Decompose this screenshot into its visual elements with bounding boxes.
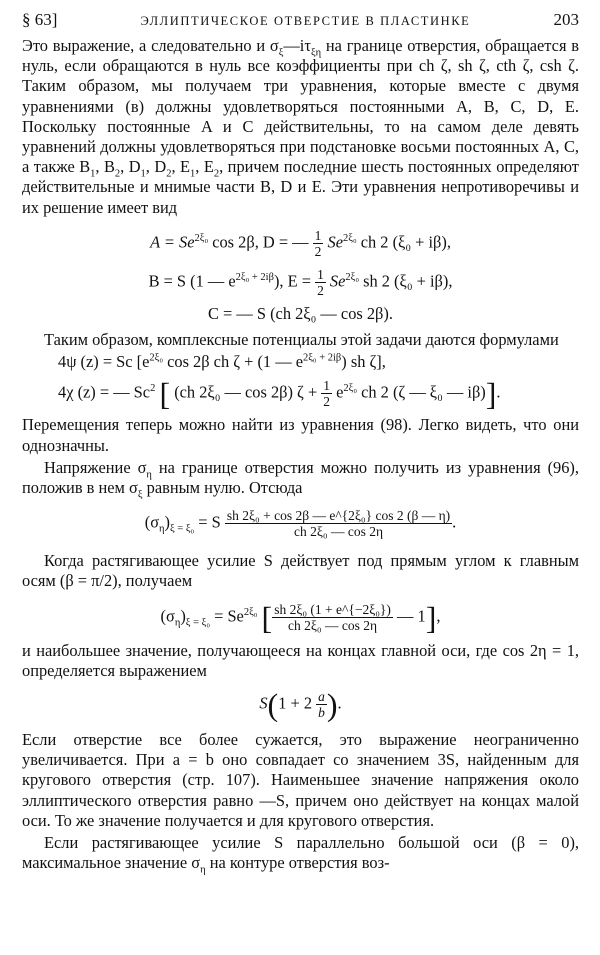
- equation-psi: 4ψ (z) = Sc [$e^{2\xi_0}$ cos 2β ch ζ + (1 — $e^{2\xi_0 + 2i\beta}$) sh ζ],: [58, 352, 386, 372]
- paragraph-6: и наибольшее значение, получающееся на концах главной оси, где cos 2η = 1, определяется выражением: [22, 640, 579, 680]
- page: [22, 10, 579, 876]
- section-number: § 63]: [22, 10, 58, 29]
- paragraph-2: Таким образом, комплексные потенциалы этой задачи даются формулами: [44, 330, 559, 350]
- page-header: [22, 10, 579, 36]
- fraction-half: $\frac{1}{2}$: [317, 266, 324, 298]
- paragraph-4: Напряжение $\sigma_\eta$ на границе отверстия можно получить из уравнения (96), положив в нем $\sigma_\xi$ равным нулю. Отсюда: [22, 457, 579, 501]
- equation-c: C = — S (ch 2ξ₀ — cos 2β).: [208, 303, 393, 323]
- equation-a-d: $A = Se^{2\xi_0}$ cos 2β, D = — $\frac{1}{2}$ $Se^{2\xi_0}$ ch 2 (ξ₀ + iβ),: [150, 227, 451, 259]
- fraction-half: $\frac{1}{2}$: [323, 378, 331, 410]
- page-number: 203: [553, 10, 579, 29]
- equation-chi: 4χ (z) = — Sc$^2$ [ (ch 2ξ₀ — cos 2β) ζ + $\frac{1}{2}$ $e^{2\xi_0}$ ch 2 (ζ — ξ₀ — iβ)].: [58, 375, 501, 412]
- paragraph-3: Перемещения теперь можно найти из уравнения (98). Легко видеть, что они однозначны.: [22, 415, 579, 455]
- fraction-stress: $\frac{\text{sh 2ξ₀ + cos 2β — e\textasciicircum{}\{2ξ₀\} cos 2 (β — η)}}{\text{ch 2ξ₀ — cos 2η}}$: [226, 508, 451, 540]
- paragraph-7: Если отверстие все более сужается, это выражение неограниченно увеличивается. При a = b оно совпадает со значением 3S, найденным для кругового отверстия (стр. 107). Наименьшее значение напряжения около эллиптического отверстия равно —S, причем оно действует на концах малой оси. То же значение получается и для кругового отверстия.: [22, 730, 579, 830]
- fraction-a-over-b: $\frac{a}{b}$: [318, 689, 325, 721]
- equation-sigma-eta: $(\sigma_\eta)_{\xi = \xi_0} = S$ $\frac{\text{sh 2ξ₀ + cos 2β — e\textasciicircum{}\{2ξ₀\} cos 2 (β — η)}}{\text{ch 2ξ₀ — cos 2η}}$ .: [144, 508, 457, 540]
- running-title: ЭЛЛИПТИЧЕСКОЕ ОТВЕРСТИЕ В ПЛАСТИНКЕ: [140, 14, 471, 28]
- equation-b-e: B = S (1 — $e^{2\xi_0 + 2i\beta}$), E = $\frac{1}{2}$ $Se^{2\xi_0}$ sh 2 (ξ₀ + iβ),: [148, 266, 453, 298]
- paragraph-5: Когда растягивающее усилие S действует под прямым углом к главным осям (β = π/2), получаем: [22, 551, 579, 591]
- paragraph-8: Если растягивающее усилие S параллельно большой оси (β = 0), максимальное значение $\sigma_\eta$ на контуре отверстия воз-: [22, 833, 579, 876]
- paragraph-1: Это выражение, а следовательно и $\sigma_\xi—i\tau_{\xi\eta}$ на границе отверстия, обращается в нуль, если обращаются в нуль все коэффициенты при ch ζ, sh ζ, cth ζ, csh ζ. Таким образом, мы получаем три уравнения, которые вместе с двумя уравнениями (в) должны удовлетворяться постоянными A, B, C, D, E. Поскольку постоянные A и C действительны, то на самом деле девять уравнений должны удовлетворяться при подстановке восьми постоянных A, C, а также $B_1$, $B_2$, $D_1$, $D_2$, $E_1$, $E_2$, причем последние шесть постоянных определяют действительные и мнимые части B, D и E. Эти уравнения непротиворечивы и их решение имеет вид: [22, 36, 579, 217]
- fraction-half: $\frac{1}{2}$: [314, 227, 322, 259]
- fraction-stress-perpendicular: $\frac{\text{sh 2ξ₀ (1 + e\textasciicircum{}\{−2ξ₀\})}}{\text{ch 2ξ₀ — cos 2η}}$: [274, 601, 391, 633]
- equation-max-stress: S(1 + 2 $\frac{a}{b}$ ).: [259, 686, 342, 723]
- equation-sigma-eta-perpendicular: $(\sigma_\eta)_{\xi = \xi_0} = Se^{2\xi_0}$ [ $\frac{\text{sh 2ξ₀ (1 + e\textasciicircum{}\{−2ξ₀\})}}{\text{ch 2ξ₀ — cos 2η}}$ — 1],: [160, 599, 441, 636]
